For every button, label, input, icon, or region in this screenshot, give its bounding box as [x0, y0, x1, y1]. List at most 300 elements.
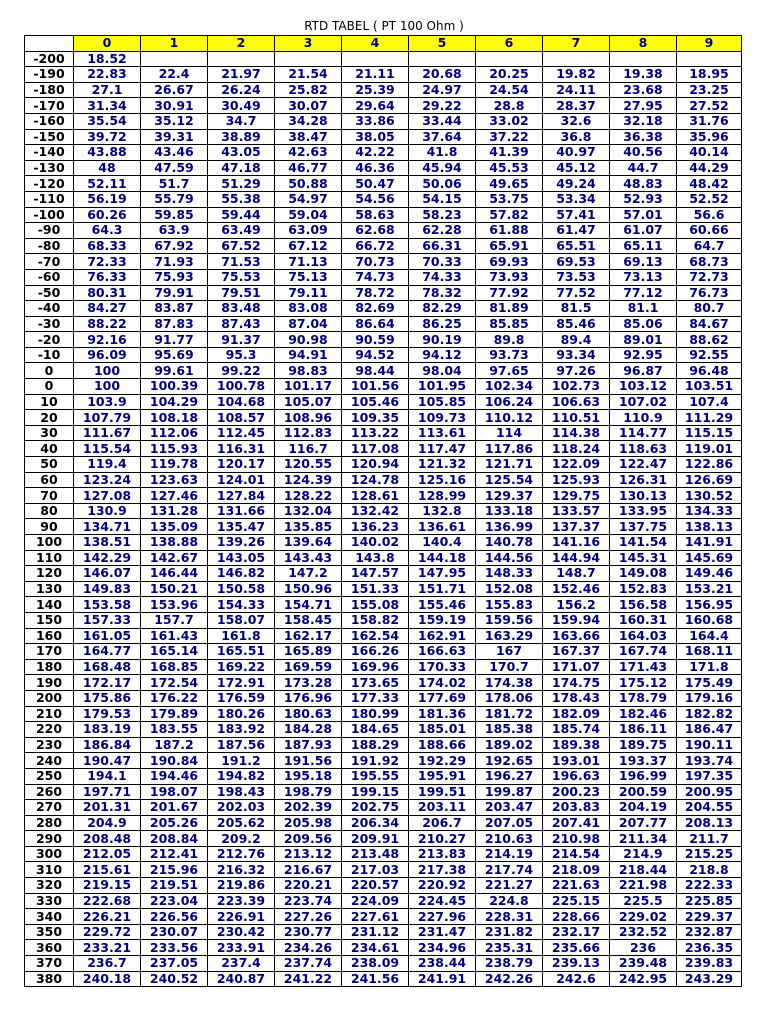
temperature-cell: -200: [25, 51, 74, 67]
resistance-cell: 83.48: [208, 301, 275, 317]
resistance-cell: 192.29: [409, 753, 476, 769]
temperature-cell: -150: [25, 129, 74, 145]
resistance-cell: 144.94: [543, 550, 610, 566]
temperature-cell: 330: [25, 893, 74, 909]
resistance-cell: 195.91: [409, 768, 476, 784]
resistance-cell: 34.28: [275, 113, 342, 129]
resistance-cell: 163.29: [476, 628, 543, 644]
header-row: [25, 36, 742, 52]
resistance-cell: 110.12: [476, 410, 543, 426]
resistance-cell: 147.57: [342, 566, 409, 582]
resistance-cell: 242.26: [476, 971, 543, 987]
table-row: [25, 129, 742, 145]
resistance-cell: 55.38: [208, 191, 275, 207]
resistance-cell: 92.16: [74, 332, 141, 348]
resistance-cell: 179.53: [74, 706, 141, 722]
resistance-cell: 23.68: [610, 82, 677, 98]
resistance-cell: 74.73: [342, 269, 409, 285]
temperature-cell: 290: [25, 831, 74, 847]
resistance-cell: 150.96: [275, 581, 342, 597]
resistance-cell: 145.69: [677, 550, 742, 566]
table-row: [25, 550, 742, 566]
resistance-cell: 73.13: [610, 269, 677, 285]
resistance-cell: 238.79: [476, 956, 543, 972]
resistance-cell: 211.7: [677, 831, 742, 847]
resistance-cell: 159.56: [476, 612, 543, 628]
resistance-cell: 239.13: [543, 956, 610, 972]
table-row: [25, 690, 742, 706]
table-row: [25, 207, 742, 223]
resistance-cell: 207.05: [476, 815, 543, 831]
resistance-cell: 184.28: [275, 722, 342, 738]
resistance-cell: 21.97: [208, 67, 275, 83]
resistance-cell: [543, 51, 610, 67]
resistance-cell: 207.41: [543, 815, 610, 831]
resistance-cell: 167: [476, 644, 543, 660]
resistance-cell: 130.13: [610, 488, 677, 504]
resistance-cell: 114: [476, 425, 543, 441]
table-row: [25, 410, 742, 426]
rtd-table: [24, 35, 742, 987]
resistance-cell: 237.74: [275, 956, 342, 972]
resistance-cell: 92.95: [610, 347, 677, 363]
temperature-cell: -20: [25, 332, 74, 348]
resistance-cell: 81.1: [610, 301, 677, 317]
resistance-cell: 81.5: [543, 301, 610, 317]
resistance-cell: 187.93: [275, 737, 342, 753]
resistance-cell: 107.4: [677, 394, 742, 410]
resistance-cell: 151.71: [409, 581, 476, 597]
resistance-cell: 162.54: [342, 628, 409, 644]
resistance-cell: 91.37: [208, 332, 275, 348]
resistance-cell: 194.46: [141, 768, 208, 784]
resistance-cell: 50.88: [275, 176, 342, 192]
resistance-cell: 161.43: [141, 628, 208, 644]
resistance-cell: 31.34: [74, 98, 141, 114]
resistance-cell: 115.15: [677, 425, 742, 441]
resistance-cell: 226.91: [208, 909, 275, 925]
resistance-cell: 156.2: [543, 597, 610, 613]
resistance-cell: 180.26: [208, 706, 275, 722]
resistance-cell: 64.7: [677, 238, 742, 254]
resistance-cell: 58.23: [409, 207, 476, 223]
resistance-cell: 172.54: [141, 675, 208, 691]
resistance-cell: 89.8: [476, 332, 543, 348]
resistance-cell: 108.96: [275, 410, 342, 426]
resistance-cell: 203.11: [409, 800, 476, 816]
resistance-cell: 114.77: [610, 425, 677, 441]
resistance-cell: 90.19: [409, 332, 476, 348]
resistance-cell: 56.19: [74, 191, 141, 207]
resistance-cell: 143.05: [208, 550, 275, 566]
resistance-cell: 242.95: [610, 971, 677, 987]
resistance-cell: 206.34: [342, 815, 409, 831]
resistance-cell: 183.19: [74, 722, 141, 738]
resistance-cell: 226.56: [141, 909, 208, 925]
resistance-cell: 43.05: [208, 145, 275, 161]
resistance-cell: 104.68: [208, 394, 275, 410]
resistance-cell: 124.39: [275, 472, 342, 488]
resistance-cell: 196.63: [543, 768, 610, 784]
resistance-cell: 241.91: [409, 971, 476, 987]
resistance-cell: 178.43: [543, 690, 610, 706]
temperature-cell: 370: [25, 956, 74, 972]
resistance-cell: 112.45: [208, 425, 275, 441]
table-row: [25, 519, 742, 535]
resistance-cell: 29.64: [342, 98, 409, 114]
resistance-cell: 155.08: [342, 597, 409, 613]
resistance-cell: 229.37: [677, 909, 742, 925]
resistance-cell: 151.33: [342, 581, 409, 597]
resistance-cell: 54.97: [275, 191, 342, 207]
resistance-cell: 20.25: [476, 67, 543, 83]
column-header: 5: [409, 36, 476, 52]
resistance-cell: 75.93: [141, 269, 208, 285]
resistance-cell: 208.13: [677, 815, 742, 831]
resistance-cell: 30.07: [275, 98, 342, 114]
resistance-cell: 162.17: [275, 628, 342, 644]
resistance-cell: 98.83: [275, 363, 342, 379]
resistance-cell: 231.47: [409, 924, 476, 940]
temperature-cell: 0: [25, 379, 74, 395]
resistance-cell: 154.33: [208, 597, 275, 613]
resistance-cell: 156.95: [677, 597, 742, 613]
temperature-cell: -50: [25, 285, 74, 301]
resistance-cell: 230.42: [208, 924, 275, 940]
table-row: [25, 800, 742, 816]
temperature-cell: 50: [25, 457, 74, 473]
resistance-cell: 206.7: [409, 815, 476, 831]
resistance-cell: 80.7: [677, 301, 742, 317]
resistance-cell: 191.92: [342, 753, 409, 769]
resistance-cell: 162.91: [409, 628, 476, 644]
resistance-cell: 134.33: [677, 503, 742, 519]
resistance-cell: 225.85: [677, 893, 742, 909]
resistance-cell: 99.61: [141, 363, 208, 379]
resistance-cell: 227.96: [409, 909, 476, 925]
column-header: 0: [74, 36, 141, 52]
resistance-cell: 183.92: [208, 722, 275, 738]
resistance-cell: 98.04: [409, 363, 476, 379]
resistance-cell: 26.24: [208, 82, 275, 98]
temperature-cell: 150: [25, 612, 74, 628]
resistance-cell: 229.02: [610, 909, 677, 925]
resistance-cell: 53.34: [543, 191, 610, 207]
resistance-cell: 204.55: [677, 800, 742, 816]
resistance-cell: 212.76: [208, 846, 275, 862]
resistance-cell: 27.95: [610, 98, 677, 114]
table-row: [25, 503, 742, 519]
resistance-cell: 57.01: [610, 207, 677, 223]
resistance-cell: 23.25: [677, 82, 742, 98]
resistance-cell: 49.65: [476, 176, 543, 192]
resistance-cell: 86.64: [342, 316, 409, 332]
resistance-cell: 215.96: [141, 862, 208, 878]
resistance-cell: 135.85: [275, 519, 342, 535]
resistance-cell: 33.86: [342, 113, 409, 129]
resistance-cell: 98.44: [342, 363, 409, 379]
resistance-cell: 114.38: [543, 425, 610, 441]
table-row: [25, 82, 742, 98]
resistance-cell: 54.56: [342, 191, 409, 207]
resistance-cell: 224.8: [476, 893, 543, 909]
resistance-cell: 125.16: [409, 472, 476, 488]
resistance-cell: 158.45: [275, 612, 342, 628]
resistance-cell: 171.07: [543, 659, 610, 675]
resistance-cell: 58.63: [342, 207, 409, 223]
resistance-cell: 239.83: [677, 956, 742, 972]
resistance-cell: 181.36: [409, 706, 476, 722]
resistance-cell: 234.96: [409, 940, 476, 956]
resistance-cell: 179.89: [141, 706, 208, 722]
temperature-cell: 210: [25, 706, 74, 722]
resistance-cell: 76.33: [74, 269, 141, 285]
resistance-cell: 184.65: [342, 722, 409, 738]
resistance-cell: 194.82: [208, 768, 275, 784]
resistance-cell: 51.7: [141, 176, 208, 192]
table-row: [25, 301, 742, 317]
table-row: [25, 394, 742, 410]
resistance-cell: 46.77: [275, 160, 342, 176]
resistance-cell: 120.94: [342, 457, 409, 473]
resistance-cell: 61.47: [543, 223, 610, 239]
resistance-cell: [275, 51, 342, 67]
resistance-cell: 157.7: [141, 612, 208, 628]
resistance-cell: 71.13: [275, 254, 342, 270]
resistance-cell: 197.35: [677, 768, 742, 784]
resistance-cell: 63.49: [208, 223, 275, 239]
resistance-cell: 33.02: [476, 113, 543, 129]
resistance-cell: 80.31: [74, 285, 141, 301]
resistance-cell: 110.51: [543, 410, 610, 426]
temperature-cell: -80: [25, 238, 74, 254]
temperature-cell: 80: [25, 503, 74, 519]
resistance-cell: 30.91: [141, 98, 208, 114]
resistance-cell: 185.01: [409, 722, 476, 738]
resistance-cell: 168.11: [677, 644, 742, 660]
resistance-cell: 102.34: [476, 379, 543, 395]
column-header: 9: [677, 36, 742, 52]
temperature-cell: 130: [25, 581, 74, 597]
resistance-cell: 221.98: [610, 878, 677, 894]
resistance-cell: 143.43: [275, 550, 342, 566]
resistance-cell: 125.93: [543, 472, 610, 488]
resistance-cell: 209.2: [208, 831, 275, 847]
resistance-cell: 21.11: [342, 67, 409, 83]
resistance-cell: 197.71: [74, 784, 141, 800]
resistance-cell: 111.29: [677, 410, 742, 426]
table-row: [25, 628, 742, 644]
temperature-cell: -110: [25, 191, 74, 207]
resistance-cell: 147.2: [275, 566, 342, 582]
resistance-cell: 33.44: [409, 113, 476, 129]
column-header: 8: [610, 36, 677, 52]
resistance-cell: 127.08: [74, 488, 141, 504]
table-row: [25, 831, 742, 847]
resistance-cell: 60.66: [677, 223, 742, 239]
resistance-cell: 132.42: [342, 503, 409, 519]
resistance-cell: 72.73: [677, 269, 742, 285]
resistance-cell: 36.8: [543, 129, 610, 145]
resistance-cell: 123.24: [74, 472, 141, 488]
resistance-cell: 212.41: [141, 846, 208, 862]
resistance-cell: 24.97: [409, 82, 476, 98]
resistance-cell: 242.6: [543, 971, 610, 987]
temperature-cell: -40: [25, 301, 74, 317]
resistance-cell: 236.35: [677, 940, 742, 956]
resistance-cell: 164.77: [74, 644, 141, 660]
table-row: [25, 909, 742, 925]
resistance-cell: 48.42: [677, 176, 742, 192]
resistance-cell: 44.29: [677, 160, 742, 176]
table-row: [25, 612, 742, 628]
resistance-cell: 176.59: [208, 690, 275, 706]
resistance-cell: 126.31: [610, 472, 677, 488]
resistance-cell: 164.03: [610, 628, 677, 644]
resistance-cell: 187.56: [208, 737, 275, 753]
resistance-cell: 149.83: [74, 581, 141, 597]
resistance-cell: 130.9: [74, 503, 141, 519]
resistance-cell: 239.48: [610, 956, 677, 972]
resistance-cell: 205.98: [275, 815, 342, 831]
table-body: [25, 51, 742, 987]
resistance-cell: 59.85: [141, 207, 208, 223]
resistance-cell: 32.6: [543, 113, 610, 129]
resistance-cell: 224.09: [342, 893, 409, 909]
resistance-cell: 38.05: [342, 129, 409, 145]
resistance-cell: 54.15: [409, 191, 476, 207]
resistance-cell: 100: [74, 379, 141, 395]
resistance-cell: 18.52: [74, 51, 141, 67]
resistance-cell: 180.63: [275, 706, 342, 722]
resistance-cell: 89.4: [543, 332, 610, 348]
temperature-cell: 20: [25, 410, 74, 426]
resistance-cell: 141.54: [610, 535, 677, 551]
resistance-cell: 223.04: [141, 893, 208, 909]
table-row: [25, 753, 742, 769]
temperature-cell: 160: [25, 628, 74, 644]
resistance-cell: 202.75: [342, 800, 409, 816]
resistance-cell: 76.73: [677, 285, 742, 301]
resistance-cell: 190.84: [141, 753, 208, 769]
resistance-cell: 96.48: [677, 363, 742, 379]
resistance-cell: 122.86: [677, 457, 742, 473]
resistance-cell: 118.24: [543, 441, 610, 457]
table-row: [25, 971, 742, 987]
temperature-cell: 120: [25, 566, 74, 582]
resistance-cell: 215.25: [677, 846, 742, 862]
resistance-cell: 67.12: [275, 238, 342, 254]
resistance-cell: 214.19: [476, 846, 543, 862]
temperature-cell: 340: [25, 909, 74, 925]
resistance-cell: 215.61: [74, 862, 141, 878]
resistance-cell: 140.02: [342, 535, 409, 551]
resistance-cell: 136.23: [342, 519, 409, 535]
resistance-cell: 105.85: [409, 394, 476, 410]
resistance-cell: 108.18: [141, 410, 208, 426]
resistance-cell: 176.96: [275, 690, 342, 706]
temperature-cell: 140: [25, 597, 74, 613]
resistance-cell: 69.93: [476, 254, 543, 270]
resistance-cell: 67.52: [208, 238, 275, 254]
resistance-cell: 170.33: [409, 659, 476, 675]
table-row: [25, 98, 742, 114]
resistance-cell: 118.63: [610, 441, 677, 457]
resistance-cell: 150.21: [141, 581, 208, 597]
resistance-cell: [342, 51, 409, 67]
resistance-cell: 112.06: [141, 425, 208, 441]
resistance-cell: [208, 51, 275, 67]
resistance-cell: 141.16: [543, 535, 610, 551]
resistance-cell: 166.26: [342, 644, 409, 660]
resistance-cell: 171.43: [610, 659, 677, 675]
resistance-cell: 125.54: [476, 472, 543, 488]
temperature-cell: 350: [25, 924, 74, 940]
table-row: [25, 269, 742, 285]
resistance-cell: 163.66: [543, 628, 610, 644]
resistance-cell: 62.68: [342, 223, 409, 239]
table-row: [25, 878, 742, 894]
resistance-cell: 68.73: [677, 254, 742, 270]
resistance-cell: 71.53: [208, 254, 275, 270]
resistance-cell: 218.44: [610, 862, 677, 878]
resistance-cell: 181.72: [476, 706, 543, 722]
resistance-cell: 83.87: [141, 301, 208, 317]
resistance-cell: 93.73: [476, 347, 543, 363]
resistance-cell: 210.98: [543, 831, 610, 847]
resistance-cell: 116.7: [275, 441, 342, 457]
resistance-cell: 62.28: [409, 223, 476, 239]
table-row: [25, 815, 742, 831]
resistance-cell: 52.93: [610, 191, 677, 207]
resistance-cell: 105.07: [275, 394, 342, 410]
resistance-cell: 200.59: [610, 784, 677, 800]
resistance-cell: 96.09: [74, 347, 141, 363]
resistance-cell: 72.33: [74, 254, 141, 270]
temperature-cell: 300: [25, 846, 74, 862]
table-row: [25, 659, 742, 675]
resistance-cell: 183.55: [141, 722, 208, 738]
resistance-cell: 82.69: [342, 301, 409, 317]
resistance-cell: 131.66: [208, 503, 275, 519]
resistance-cell: 168.85: [141, 659, 208, 675]
resistance-cell: 136.99: [476, 519, 543, 535]
temperature-cell: 280: [25, 815, 74, 831]
resistance-cell: 94.12: [409, 347, 476, 363]
table-row: [25, 67, 742, 83]
resistance-cell: 65.91: [476, 238, 543, 254]
resistance-cell: 39.72: [74, 129, 141, 145]
resistance-cell: 75.53: [208, 269, 275, 285]
resistance-cell: 120.55: [275, 457, 342, 473]
resistance-cell: 38.89: [208, 129, 275, 145]
resistance-cell: 194.1: [74, 768, 141, 784]
table-row: [25, 597, 742, 613]
resistance-cell: 106.24: [476, 394, 543, 410]
resistance-cell: 178.79: [610, 690, 677, 706]
resistance-cell: 238.09: [342, 956, 409, 972]
resistance-cell: 31.76: [677, 113, 742, 129]
resistance-cell: 65.11: [610, 238, 677, 254]
resistance-cell: 113.22: [342, 425, 409, 441]
resistance-cell: 103.12: [610, 379, 677, 395]
resistance-cell: 135.09: [141, 519, 208, 535]
resistance-cell: 207.77: [610, 815, 677, 831]
temperature-cell: 230: [25, 737, 74, 753]
resistance-cell: 231.82: [476, 924, 543, 940]
resistance-cell: 122.09: [543, 457, 610, 473]
table-row: [25, 425, 742, 441]
